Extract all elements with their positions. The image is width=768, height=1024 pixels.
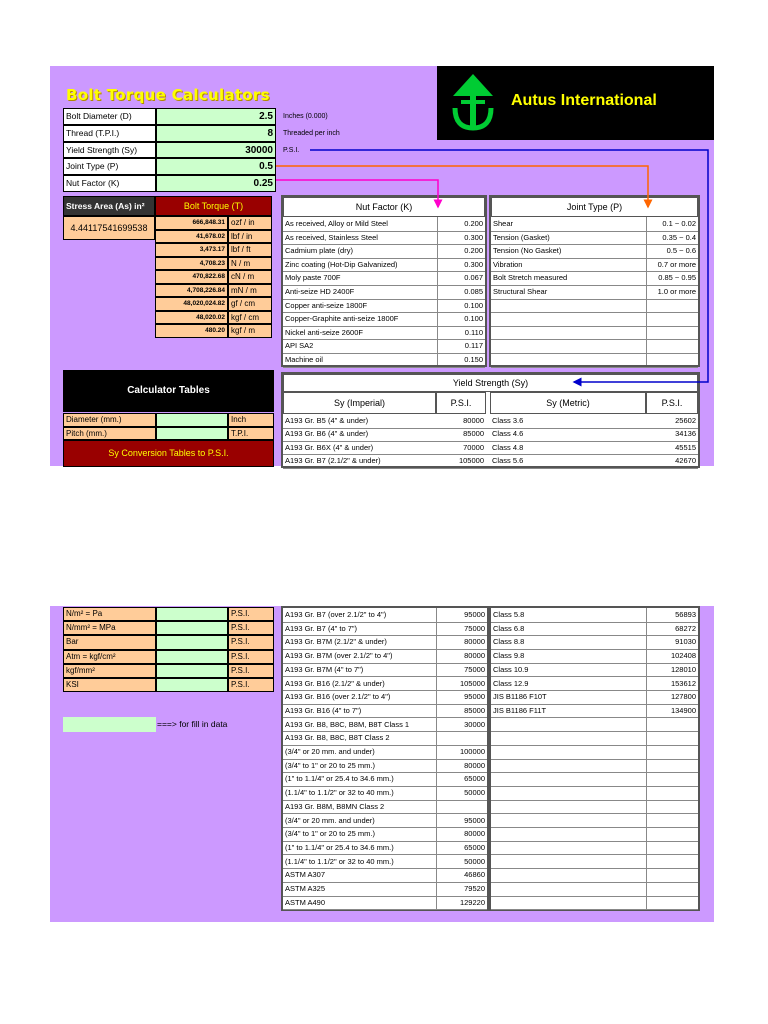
sy-metric-name: Class 9.8 bbox=[493, 651, 525, 661]
joint-type-row-value: 0.5 ~ 0.6 bbox=[666, 246, 696, 256]
yield-strength-row bbox=[283, 855, 487, 870]
calculator-tables-title: Calculator Tables bbox=[127, 385, 210, 396]
conversion-input[interactable] bbox=[156, 650, 228, 664]
yield-strength-row bbox=[491, 649, 698, 664]
sy-metric-psi: 68272 bbox=[675, 623, 696, 633]
conversion-label: kgf/mm² bbox=[63, 664, 156, 678]
conversion-input[interactable] bbox=[156, 621, 228, 635]
sy-imperial-psi: 95000 bbox=[464, 610, 485, 619]
conversion-input[interactable] bbox=[156, 635, 228, 649]
sy-conversion-button[interactable] bbox=[63, 440, 274, 467]
conversion-unit: P.S.I. bbox=[228, 635, 274, 649]
sy-imperial-header: Sy (Imperial) bbox=[283, 392, 436, 414]
sy-imperial-psi: 80000 bbox=[464, 651, 485, 661]
autus-anchor-logo-icon bbox=[447, 72, 499, 136]
sy-metric-name: Class 4.6 bbox=[492, 429, 524, 439]
bolt-torque-header: Bolt Torque (T) bbox=[155, 196, 272, 216]
brand-panel bbox=[437, 66, 714, 140]
yield-strength-table-top bbox=[281, 372, 700, 468]
sy-imperial-name: (3/4" or 20 mm. and under) bbox=[285, 815, 375, 825]
nut-factor-row-name: API SA2 bbox=[285, 341, 314, 351]
sy-imperial-name: A193 Gr. B7M (2.1/2" & under) bbox=[285, 637, 387, 647]
conversion-label: Atm = kgf/cm² bbox=[63, 650, 156, 664]
joint-type-row-empty bbox=[491, 339, 698, 354]
fill-in-legend-swatch bbox=[63, 717, 156, 732]
sy-imperial-psi: 75000 bbox=[464, 664, 485, 674]
nut-factor-row bbox=[283, 271, 485, 286]
yield-strength-row bbox=[283, 427, 698, 442]
torque-value: 48,020.02 bbox=[155, 311, 228, 325]
sy-imperial-psi: 50000 bbox=[464, 856, 485, 866]
joint-type-row-name: Tension (Gasket) bbox=[493, 232, 550, 242]
yield-strength-row bbox=[491, 663, 698, 678]
sy-imperial-psi: 46860 bbox=[464, 870, 485, 880]
yield-strength-header: Yield Strength (Sy) bbox=[283, 374, 698, 392]
yield-strength-row bbox=[491, 786, 698, 801]
yield-strength-row bbox=[283, 649, 487, 664]
sy-metric-name: Class 12.9 bbox=[493, 678, 529, 688]
sy-metric-name: JIS B1186 F10T bbox=[493, 692, 547, 702]
joint-type-row-value: 0.85 ~ 0.95 bbox=[658, 273, 696, 283]
input-field[interactable]: 0.5 bbox=[156, 158, 276, 175]
conversion-label: N/mm² = MPa bbox=[63, 621, 156, 635]
conversion-unit: P.S.I. bbox=[228, 664, 274, 678]
joint-type-row bbox=[491, 244, 698, 259]
joint-type-row bbox=[491, 231, 698, 246]
yield-strength-row bbox=[491, 841, 698, 856]
calculator-tables-header bbox=[63, 370, 274, 412]
input-label: Yield Strength (Sy) bbox=[63, 142, 156, 159]
sy-imperial-psi: 85000 bbox=[463, 429, 484, 439]
conversion-input[interactable] bbox=[156, 664, 228, 678]
yield-strength-row bbox=[283, 896, 487, 911]
nut-factor-row bbox=[283, 231, 485, 246]
yield-strength-row bbox=[283, 814, 487, 829]
sy-metric-psi: 134900 bbox=[670, 705, 696, 715]
torque-unit: kgf / cm bbox=[228, 311, 272, 325]
sy-conversion-button-label: Sy Conversion Tables to P.S.I. bbox=[108, 448, 229, 458]
input-field[interactable]: 30000 bbox=[156, 142, 276, 159]
sy-imperial-psi: 95000 bbox=[464, 815, 485, 825]
nut-factor-row bbox=[283, 258, 485, 273]
sy-imperial-name: A193 Gr. B7 (2.1/2" & under) bbox=[285, 456, 381, 466]
sy-metric-name: Class 3.6 bbox=[492, 416, 524, 425]
sy-imperial-psi: 129220 bbox=[459, 897, 485, 907]
sy-imperial-name: A193 Gr. B7M (4" to 7") bbox=[285, 664, 364, 674]
sy-imperial-psi: 75000 bbox=[464, 623, 485, 633]
nut-factor-row-value: 0.085 bbox=[464, 287, 483, 296]
nut-factor-row bbox=[283, 312, 485, 327]
sy-metric-psi: 25602 bbox=[675, 416, 696, 425]
sy-imperial-psi: 65000 bbox=[464, 842, 485, 852]
input-field[interactable]: 8 bbox=[156, 125, 276, 142]
nut-factor-row-value: 0.200 bbox=[464, 219, 483, 228]
nut-factor-row-name: Nickel anti-seize 2600F bbox=[285, 327, 363, 337]
yield-strength-row bbox=[283, 718, 487, 733]
nut-factor-table bbox=[281, 195, 487, 367]
yield-strength-row bbox=[491, 827, 698, 842]
input-unit: Inches (0.000) bbox=[283, 113, 328, 120]
sy-imperial-psi: 100000 bbox=[459, 747, 485, 756]
sy-imperial-psi: 30000 bbox=[464, 719, 485, 729]
nut-factor-row-name: Machine oil bbox=[285, 355, 323, 364]
joint-type-row-name: Structural Shear bbox=[493, 287, 548, 296]
joint-type-row bbox=[491, 285, 698, 300]
sy-imperial-name: A193 Gr. B5 (4" & under) bbox=[285, 416, 369, 425]
sy-imperial-name: A193 Gr. B6X (4" & under) bbox=[285, 442, 374, 452]
joint-type-row bbox=[491, 258, 698, 273]
yield-strength-row bbox=[283, 663, 487, 678]
joint-type-row bbox=[491, 217, 698, 232]
joint-type-row-value: 0.7 or more bbox=[657, 259, 696, 269]
sy-imperial-name: (3/4" to 1" or 20 to 25 mm.) bbox=[285, 829, 375, 839]
sy-imperial-name: (3/4" or 20 mm. and under) bbox=[285, 747, 375, 756]
sy-imperial-name: A193 Gr. B7 (over 2.1/2" to 4") bbox=[285, 610, 387, 619]
sy-imperial-name: A193 Gr. B16 (4" to 7") bbox=[285, 705, 362, 715]
calc-table-input[interactable] bbox=[156, 427, 228, 441]
sy-imperial-name: (1" to 1.1/4" or 25.4 to 34.6 mm.) bbox=[285, 842, 394, 852]
sy-imperial-psi: 105000 bbox=[458, 456, 484, 466]
yield-strength-row bbox=[491, 745, 698, 760]
input-label: Nut Factor (K) bbox=[63, 175, 156, 192]
yield-strength-row bbox=[491, 608, 698, 623]
torque-value: 4,708.23 bbox=[155, 257, 228, 271]
yield-strength-row bbox=[283, 635, 487, 650]
yield-strength-row bbox=[283, 868, 487, 883]
sy-imperial-psi: 65000 bbox=[464, 774, 485, 784]
yield-strength-row bbox=[283, 772, 487, 787]
calc-table-label: Diameter (mm.) bbox=[63, 413, 156, 427]
sy-imperial-psi: 80000 bbox=[464, 829, 485, 839]
sy-imperial-name: (3/4" to 1" or 20 to 25 mm.) bbox=[285, 760, 375, 770]
app-title: Bolt Torque Calculators bbox=[66, 86, 270, 104]
torque-unit: cN / m bbox=[228, 270, 272, 284]
yield-strength-row bbox=[283, 704, 487, 719]
yield-strength-row bbox=[283, 731, 487, 746]
yield-strength-row bbox=[283, 622, 487, 637]
joint-type-table bbox=[489, 195, 700, 367]
sy-metric-psi: 45515 bbox=[675, 442, 696, 452]
torque-value: 3,473.17 bbox=[155, 243, 228, 257]
yield-strength-row bbox=[491, 814, 698, 829]
torque-unit: lbf / ft bbox=[228, 243, 272, 257]
torque-unit: kgf / m bbox=[228, 324, 272, 338]
nut-factor-row bbox=[283, 339, 485, 354]
sy-metric-psi: 91030 bbox=[675, 637, 696, 647]
brand-name: Autus International bbox=[511, 92, 657, 109]
sy-imperial-name: A193 Gr. B6 (4" & under) bbox=[285, 429, 369, 439]
yield-strength-row bbox=[491, 690, 698, 705]
yield-strength-row bbox=[283, 454, 698, 469]
yield-strength-row bbox=[283, 827, 487, 842]
yield-strength-row bbox=[283, 414, 698, 429]
psi-header-metric: P.S.I. bbox=[646, 392, 698, 414]
sy-imperial-name: (1.1/4" to 1.1/2" or 32 to 40 mm.) bbox=[285, 856, 394, 866]
input-label: Joint Type (P) bbox=[63, 158, 156, 175]
sy-imperial-name: A193 Gr. B8, B8C, B8T Class 2 bbox=[285, 733, 390, 743]
nut-factor-row-name: Copper-Graphite anti-seize 1800F bbox=[285, 314, 399, 324]
sy-imperial-name: A193 Gr. B16 (2.1/2" & under) bbox=[285, 678, 385, 688]
yield-strength-row bbox=[283, 759, 487, 774]
yield-strength-row bbox=[491, 622, 698, 637]
yield-strength-row bbox=[283, 608, 487, 623]
conversion-input[interactable] bbox=[156, 607, 228, 621]
sy-metric-name: JIS B1186 F11T bbox=[493, 705, 547, 715]
nut-factor-row-value: 0.300 bbox=[464, 232, 483, 242]
input-unit: Threaded per inch bbox=[283, 129, 340, 137]
sy-metric-psi: 42670 bbox=[675, 456, 696, 466]
sy-imperial-name: A193 Gr. B7M (over 2.1/2" to 4") bbox=[285, 651, 393, 661]
torque-value: 48,020,024.82 bbox=[155, 297, 228, 311]
nut-factor-row-value: 0.150 bbox=[464, 355, 483, 364]
nut-factor-row-name: Copper anti-seize 1800F bbox=[285, 300, 368, 310]
nut-factor-row-value: 0.110 bbox=[464, 327, 483, 337]
conversion-unit: P.S.I. bbox=[228, 650, 274, 664]
joint-type-header: Joint Type (P) bbox=[491, 197, 698, 217]
yield-strength-table-bottom bbox=[281, 606, 489, 911]
yield-strength-row bbox=[491, 718, 698, 733]
conversion-label: Bar bbox=[63, 635, 156, 649]
nut-factor-row bbox=[283, 285, 485, 300]
torque-unit: N / m bbox=[228, 257, 272, 271]
sy-imperial-psi: 105000 bbox=[459, 678, 485, 688]
torque-unit: lbf / in bbox=[228, 230, 272, 244]
nut-factor-row bbox=[283, 353, 485, 368]
sy-imperial-psi: 85000 bbox=[464, 705, 485, 715]
joint-type-row-value: 0.1 ~ 0.02 bbox=[662, 219, 696, 228]
torque-value: 470,822.68 bbox=[155, 270, 228, 284]
sy-metric-header: Sy (Metric) bbox=[490, 392, 646, 414]
sy-metric-psi: 56893 bbox=[675, 610, 696, 619]
nut-factor-row bbox=[283, 244, 485, 259]
nut-factor-header: Nut Factor (K) bbox=[283, 197, 485, 217]
sy-metric-name: Class 6.8 bbox=[493, 623, 525, 633]
sy-imperial-psi: 70000 bbox=[463, 442, 484, 452]
torque-value: 41,678.02 bbox=[155, 230, 228, 244]
yield-strength-row bbox=[283, 441, 698, 456]
sy-imperial-name: ASTM A307 bbox=[285, 870, 326, 880]
nut-factor-row bbox=[283, 299, 485, 314]
joint-type-row-empty bbox=[491, 353, 698, 368]
sy-imperial-name: A193 Gr. B8, B8C, B8M, B8T Class 1 bbox=[285, 719, 410, 729]
joint-type-row-name: Vibration bbox=[493, 259, 523, 269]
nut-factor-row bbox=[283, 326, 485, 341]
calc-table-unit: Inch bbox=[228, 413, 274, 427]
yield-strength-row bbox=[283, 800, 487, 815]
calc-table-unit: T.P.I. bbox=[228, 427, 274, 441]
sy-metric-psi: 153612 bbox=[670, 678, 696, 688]
nut-factor-row-name: Zinc coating (Hot-Dip Galvanized) bbox=[285, 259, 398, 269]
nut-factor-row-value: 0.300 bbox=[464, 259, 483, 269]
sy-imperial-name: (1.1/4" to 1.1/2" or 32 to 40 mm.) bbox=[285, 788, 394, 798]
nut-factor-row bbox=[283, 217, 485, 232]
conversion-unit: P.S.I. bbox=[228, 621, 274, 635]
yield-strength-row bbox=[491, 759, 698, 774]
sy-imperial-psi: 80000 bbox=[463, 416, 484, 425]
yield-strength-metric-bottom bbox=[489, 606, 700, 911]
torque-value: 666,848.31 bbox=[155, 216, 228, 230]
sy-imperial-psi: 80000 bbox=[464, 760, 485, 770]
calc-table-input[interactable] bbox=[156, 413, 228, 427]
joint-type-row-value: 1.0 or more bbox=[657, 287, 696, 296]
sy-imperial-name: ASTM A325 bbox=[285, 884, 326, 893]
nut-factor-row-name: Anti-seize HD 2400F bbox=[285, 287, 355, 296]
nut-factor-row-name: Moly paste 700F bbox=[285, 273, 341, 283]
sy-imperial-psi: 79520 bbox=[464, 884, 485, 893]
sy-metric-name: Class 4.8 bbox=[492, 442, 524, 452]
joint-type-row-name: Tension (No Gasket) bbox=[493, 246, 562, 256]
joint-type-row-name: Bolt Stretch measured bbox=[493, 273, 568, 283]
nut-factor-row-value: 0.117 bbox=[464, 341, 483, 351]
yield-strength-row bbox=[491, 882, 698, 897]
conversion-label: N/m² = Pa bbox=[63, 607, 156, 621]
sy-metric-name: Class 5.8 bbox=[493, 610, 525, 619]
joint-type-row-empty bbox=[491, 326, 698, 341]
yield-strength-row bbox=[283, 786, 487, 801]
yield-strength-row bbox=[283, 841, 487, 856]
yield-strength-row bbox=[283, 882, 487, 897]
yield-strength-row bbox=[491, 800, 698, 815]
input-field[interactable]: 0.25 bbox=[156, 175, 276, 192]
fill-in-legend-text: ===> for fill in data bbox=[157, 719, 228, 729]
yield-strength-row bbox=[491, 635, 698, 650]
nut-factor-row-value: 0.200 bbox=[464, 246, 483, 256]
nut-factor-row-name: Cadmium plate (dry) bbox=[285, 246, 353, 256]
sy-metric-psi: 102408 bbox=[670, 651, 696, 661]
torque-value: 480.20 bbox=[155, 324, 228, 338]
input-unit: P.S.I. bbox=[283, 146, 300, 154]
nut-factor-row-value: 0.100 bbox=[464, 300, 483, 310]
conversion-unit: P.S.I. bbox=[228, 607, 274, 621]
sy-metric-name: Class 8.8 bbox=[493, 637, 525, 647]
nut-factor-row-value: 0.100 bbox=[464, 314, 483, 324]
yield-strength-row bbox=[491, 704, 698, 719]
sy-imperial-psi: 50000 bbox=[464, 788, 485, 798]
torque-value: 4,708,226.84 bbox=[155, 284, 228, 298]
yield-strength-row bbox=[491, 868, 698, 883]
nut-factor-row-value: 0.067 bbox=[464, 273, 483, 283]
sy-imperial-name: A193 Gr. B8M, B8MN Class 2 bbox=[285, 801, 385, 811]
joint-type-row-empty bbox=[491, 312, 698, 327]
sy-metric-psi: 128010 bbox=[670, 664, 696, 674]
joint-type-row bbox=[491, 271, 698, 286]
conversion-input[interactable] bbox=[156, 678, 228, 692]
sy-imperial-psi: 80000 bbox=[464, 637, 485, 647]
sy-imperial-name: A193 Gr. B7 (4" to 7") bbox=[285, 623, 358, 633]
joint-type-row-name: Shear bbox=[493, 219, 514, 228]
joint-type-row-value: 0.35 ~ 0.4 bbox=[662, 232, 696, 242]
yield-strength-row bbox=[283, 745, 487, 760]
conversion-label: KSI bbox=[63, 678, 156, 692]
yield-strength-row bbox=[491, 772, 698, 787]
input-label: Bolt Diameter (D) bbox=[63, 108, 156, 125]
yield-strength-row bbox=[491, 896, 698, 911]
sy-imperial-name: ASTM A490 bbox=[285, 897, 326, 907]
calc-table-label: Pitch (mm.) bbox=[63, 427, 156, 441]
yield-strength-row bbox=[283, 677, 487, 692]
sy-imperial-name: A193 Gr. B16 (over 2.1/2" to 4") bbox=[285, 692, 391, 702]
psi-header-imperial: P.S.I. bbox=[436, 392, 486, 414]
input-label: Thread (T.P.I.) bbox=[63, 125, 156, 142]
nut-factor-row-name: As received, Stainless Steel bbox=[285, 232, 378, 242]
torque-unit: mN / m bbox=[228, 284, 272, 298]
joint-type-row-empty bbox=[491, 299, 698, 314]
nut-factor-row-name: As received, Alloy or Mild Steel bbox=[285, 219, 388, 228]
torque-unit: ozf / in bbox=[228, 216, 272, 230]
stress-area-label: Stress Area (As) in² bbox=[63, 196, 155, 216]
conversion-unit: P.S.I. bbox=[228, 678, 274, 692]
yield-strength-row bbox=[283, 690, 487, 705]
sy-metric-name: Class 5.6 bbox=[492, 456, 524, 466]
sy-metric-psi: 127800 bbox=[670, 692, 696, 702]
torque-unit: gf / cm bbox=[228, 297, 272, 311]
sy-imperial-name: (1" to 1.1/4" or 25.4 to 34.6 mm.) bbox=[285, 774, 394, 784]
yield-strength-row bbox=[491, 731, 698, 746]
yield-strength-row bbox=[491, 677, 698, 692]
yield-strength-row bbox=[491, 855, 698, 870]
input-field[interactable]: 2.5 bbox=[156, 108, 276, 125]
sy-metric-psi: 34136 bbox=[675, 429, 696, 439]
sy-metric-name: Class 10.9 bbox=[493, 664, 529, 674]
sy-imperial-psi: 95000 bbox=[464, 692, 485, 702]
stress-area-value: 4.44117541699538 bbox=[63, 216, 155, 240]
